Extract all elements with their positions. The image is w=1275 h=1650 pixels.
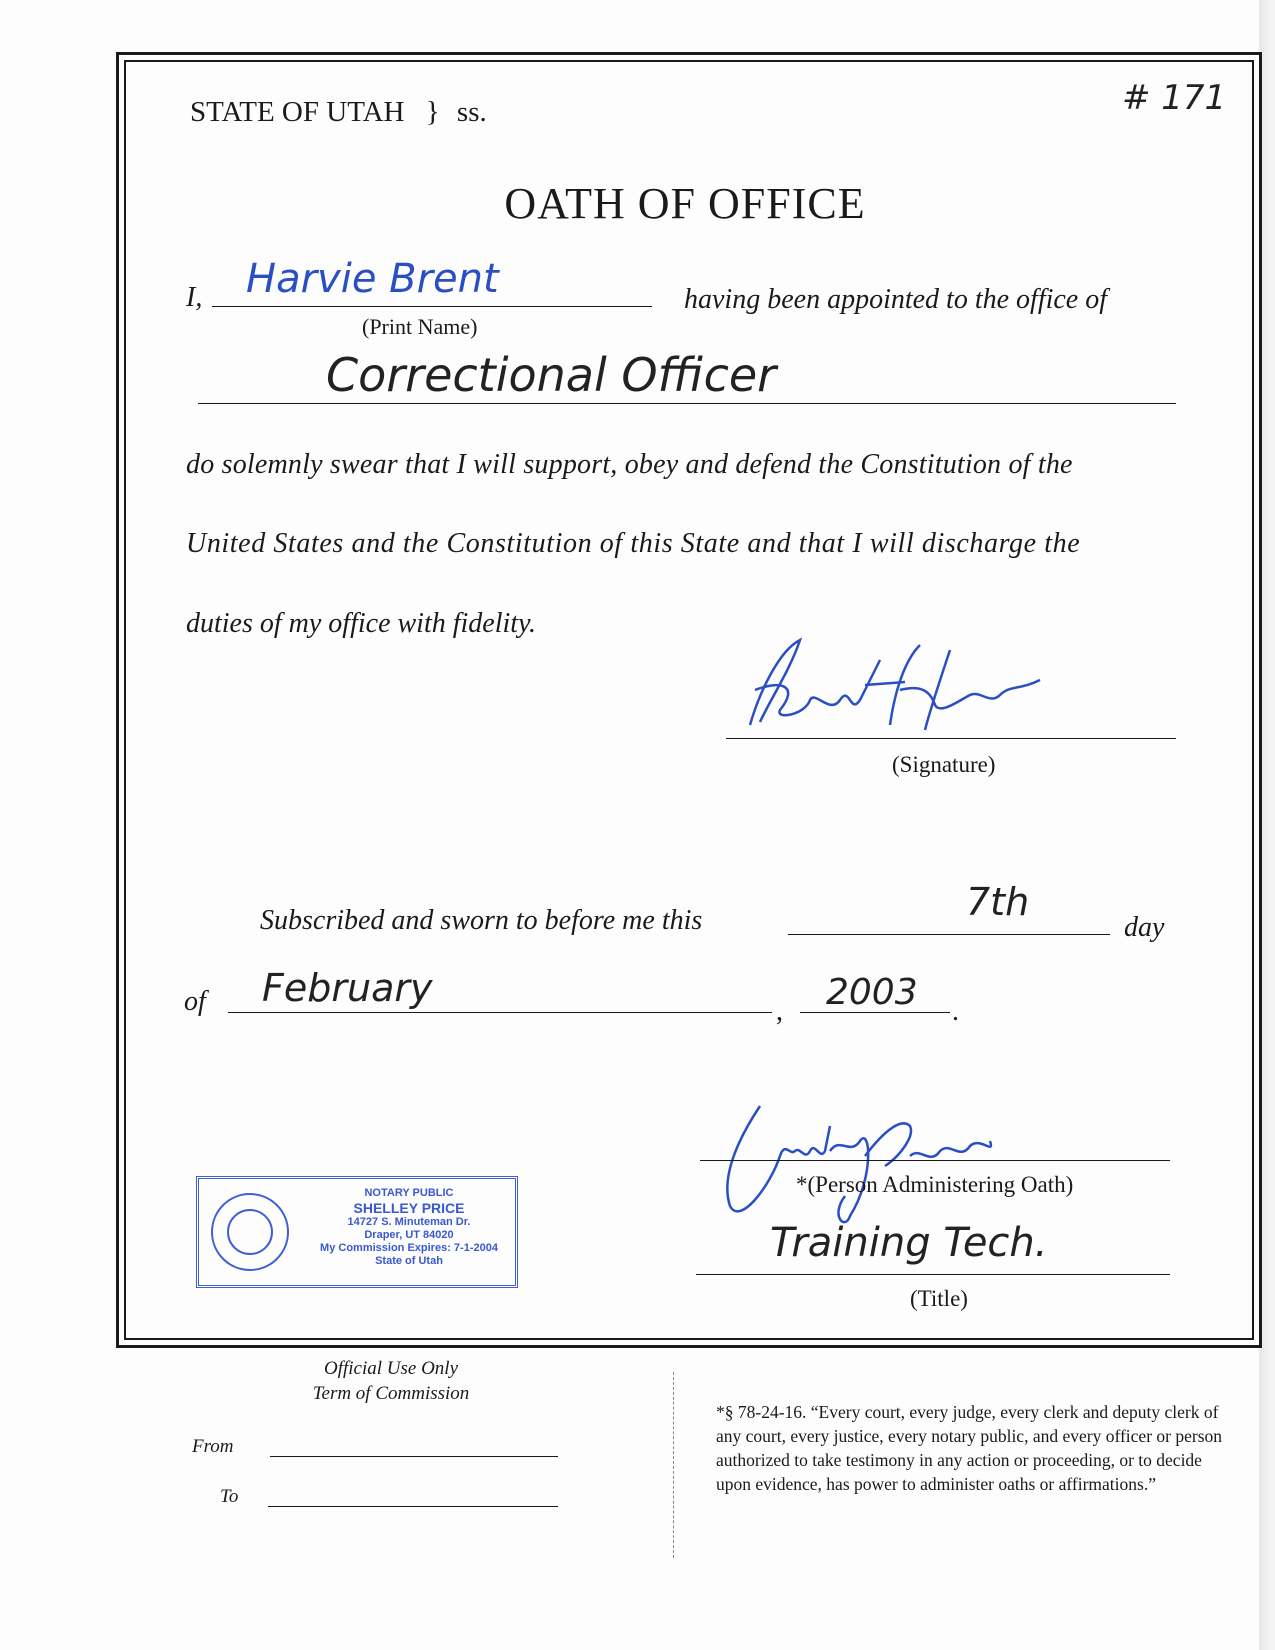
administrator-caption: *(Person Administering Oath) xyxy=(796,1172,1074,1197)
sworn-prefix: Subscribed and sworn to before me this xyxy=(260,905,703,936)
signature-line xyxy=(726,738,1176,739)
of-label: of xyxy=(184,986,206,1017)
name-prefix: I, xyxy=(186,282,203,313)
title-caption: (Title) xyxy=(910,1286,968,1311)
year-handwritten: 2003 xyxy=(826,972,918,1013)
month-handwritten: February xyxy=(262,966,433,1010)
stamp-line-4: Draper, UT 84020 xyxy=(364,1229,454,1241)
stamp-line-2: SHELLEY PRICE xyxy=(353,1200,465,1216)
notary-seal-icon xyxy=(211,1193,289,1271)
oath-line-2: United States and the Constitution of this State and that I will discharge the xyxy=(186,528,1081,559)
title-line xyxy=(696,1274,1170,1275)
oath-line-3: duties of my office with fidelity. xyxy=(186,608,536,639)
from-line xyxy=(270,1456,558,1457)
official-use-title: Official Use Only xyxy=(323,1358,459,1379)
office-line xyxy=(198,403,1176,404)
to-line xyxy=(268,1506,558,1507)
office-handwritten: Correctional Officer xyxy=(326,348,777,402)
stamp-line-1: NOTARY PUBLIC xyxy=(364,1187,454,1199)
stamp-line-5: My Commission Expires: 7-1-2004 xyxy=(320,1242,498,1254)
handwritten-number: # 171 xyxy=(1122,78,1227,118)
stamp-line-6: State of Utah xyxy=(375,1255,443,1267)
administrator-signature xyxy=(700,1096,1040,1236)
stamp-text xyxy=(309,1187,509,1268)
month-line xyxy=(228,1012,772,1013)
official-use-subtitle: Term of Commission xyxy=(312,1383,470,1404)
day-suffix: day xyxy=(1124,912,1165,943)
ss-label: ss. xyxy=(456,96,487,128)
from-label: From xyxy=(192,1436,234,1457)
administrator-line xyxy=(700,1160,1170,1161)
period: . xyxy=(952,996,959,1027)
title-handwritten: Training Tech. xyxy=(770,1220,1048,1266)
state-header xyxy=(190,96,487,129)
to-label: To xyxy=(220,1486,239,1507)
notary-stamp xyxy=(196,1176,518,1288)
oath-line-1: do solemnly swear that I will support, obey and defend the Constitution of the xyxy=(186,449,1073,480)
brace: } xyxy=(425,96,440,128)
state-label: STATE OF UTAH xyxy=(190,96,405,128)
comma: , xyxy=(776,996,783,1027)
oath-taker-signature xyxy=(720,630,1060,740)
signature-caption: (Signature) xyxy=(892,752,996,777)
name-handwritten: Harvie Brent xyxy=(246,256,499,302)
day-line xyxy=(788,934,1110,935)
page-title: OATH OF OFFICE xyxy=(504,179,866,228)
appointment-suffix: having been appointed to the office of xyxy=(684,284,1108,315)
footnote: *§ 78-24-16. “Every court, every judge, every clerk and deputy clerk of any court, every justice, every notary public, and every officer or person authorized to take testimony in any action or proceeding, or to decide upon evidence, has power to administer oaths or affirmations.” xyxy=(716,1402,1223,1494)
seal-inner-ring xyxy=(227,1209,273,1255)
name-caption: (Print Name) xyxy=(362,314,478,339)
name-line xyxy=(212,306,652,307)
column-divider xyxy=(673,1372,674,1558)
stamp-line-3: 14727 S. Minuteman Dr. xyxy=(347,1216,471,1228)
document-frame-inner xyxy=(124,60,1254,1340)
day-handwritten: 7th xyxy=(966,880,1030,924)
